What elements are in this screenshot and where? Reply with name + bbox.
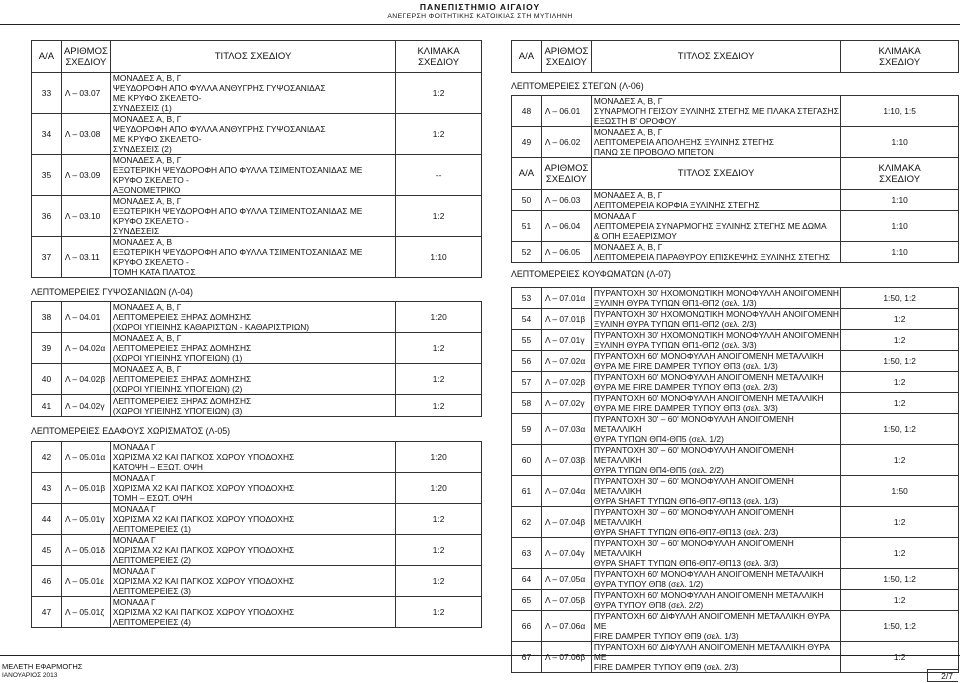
row-index: 44 — [32, 504, 62, 535]
table-row — [32, 114, 482, 155]
table-row — [32, 395, 482, 417]
drawing-number: Λ – 07.04γ — [541, 538, 591, 569]
row-index: 34 — [32, 114, 62, 155]
row-index: 61 — [512, 476, 542, 507]
table-row — [512, 242, 959, 263]
table-row — [32, 237, 482, 278]
table-row — [512, 127, 959, 158]
table-row — [32, 535, 482, 566]
drawing-scale: 1:20 — [396, 473, 482, 504]
drawing-title: ΜΟΝΑΔΕΣ Α, Β, Γ ΛΕΠΤΟΜΕΡΕΙΕΣ ΞΗΡΑΣ ΔΟΜΗΣΗΣ (ΧΩΡΟΙ ΥΓΙΕΙΝΗΣ ΚΑΘΑΡΙΣΤΩΝ - ΚΑΘΑΡΙΣΤΡΙΩΝ) — [110, 302, 395, 333]
row-index: 50 — [512, 190, 542, 211]
table-row — [512, 211, 959, 242]
drawing-title: ΠΥΡΑΝΤΟΧΗ 30' – 60' ΜΟΝΟΦΥΛΛΗ ΑΝΟΙΓΟΜΕΝΗ ΜΕΤΑΛΛΙΚΗ ΘΥΡΑ SHAFT ΤΥΠΩΝ ΘΠ6-ΘΠ7-ΘΠ13 (σελ. 3/3) — [591, 538, 840, 569]
row-index: 57 — [512, 372, 542, 393]
row-index: 33 — [32, 73, 62, 114]
drawing-scale: 1:2 — [396, 333, 482, 364]
row-index: 41 — [32, 395, 62, 417]
row-index: 67 — [512, 642, 542, 673]
drawing-number: Λ – 05.01γ — [61, 504, 110, 535]
drawing-title: ΜΟΝΑΔΕΣ Α, Β, Γ ΛΕΠΤΟΜΕΡΕΙΕΣ ΞΗΡΑΣ ΔΟΜΗΣΗΣ (ΧΩΡΟΙ ΥΓΙΕΙΝΗΣ ΥΠΟΓΕΙΩΝ) (2) — [110, 364, 395, 395]
table-row — [512, 288, 959, 309]
drawing-scale: 1:10 — [841, 242, 959, 263]
drawing-number: Λ – 05.01δ — [61, 535, 110, 566]
table-row — [512, 190, 959, 211]
drawing-number: Λ – 03.08 — [61, 114, 110, 155]
drawing-number: Λ – 05.01α — [61, 442, 110, 473]
drawing-title: ΠΥΡΑΝΤΟΧΗ 30' ΗΧΟΜΟΝΩΤΙΚΗ ΜΟΝΟΦΥΛΛΗ ΑΝΟΙΓΟΜΕΝΗ ΞΥΛΙΝΗ ΘΥΡΑ ΤΥΠΩΝ ΘΠ1-ΘΠ2 (σελ. 1/3) — [591, 288, 840, 309]
table-row — [512, 590, 959, 611]
col-header-title: ΤΙΤΛΟΣ ΣΧΕΔΙΟΥ — [110, 41, 395, 73]
drawing-number: Λ – 05.01ζ — [61, 597, 110, 628]
drawing-scale: 1:2 — [396, 364, 482, 395]
row-index: 42 — [32, 442, 62, 473]
table-row — [512, 96, 959, 127]
drawing-number: Λ – 04.01 — [61, 302, 110, 333]
drawing-title: ΠΥΡΑΝΤΟΧΗ 60' ΜΟΝΟΦΥΛΛΗ ΑΝΟΙΓΟΜΕΝΗ ΜΕΤΑΛΛΙΚΗ ΘΥΡΑ ΤΥΠΟΥ ΘΠ8 (σελ. 1/2) — [591, 569, 840, 590]
drawing-number: Λ – 05.01ε — [61, 566, 110, 597]
drawing-number: Λ – 06.01 — [541, 96, 591, 127]
drawing-number: Λ – 07.01α — [541, 288, 591, 309]
drawing-number: Λ – 07.01β — [541, 309, 591, 330]
col-header-title: ΤΙΤΛΟΣ ΣΧΕΔΙΟΥ — [591, 158, 840, 190]
drawing-scale: 1:2 — [396, 196, 482, 237]
right-table-head — [511, 40, 959, 73]
row-index: 36 — [32, 196, 62, 237]
drawing-scale: 1:10 — [841, 211, 959, 242]
drawing-scale: 1:2 — [396, 535, 482, 566]
row-index: 35 — [32, 155, 62, 196]
col-header-scale: ΚΛΙΜΑΚΑ ΣΧΕΔΙΟΥ — [396, 41, 482, 73]
drawing-title: ΜΟΝΑΔΕΣ Α, Β, Γ ΕΞΩΤΕΡΙΚΗ ΨΕΥΔΟΡΟΦΗ ΑΠΟ ΦΥΛΛΑ ΤΣΙΜΕΝΤΟΣΑΝΙΔΑΣ ΜΕ ΚΡΥΦΟ ΣΚΕΛΕΤΟ - ΑΞΟΝΟΜΕΤΡΙΚΟ — [110, 155, 395, 196]
table-row — [32, 473, 482, 504]
row-index: 49 — [512, 127, 542, 158]
drawing-scale: 1:2 — [396, 566, 482, 597]
drawing-number: Λ – 07.04α — [541, 476, 591, 507]
drawing-title: ΜΟΝΑΔΑ Γ ΧΩΡΙΣΜΑ Χ2 ΚΑΙ ΠΑΓΚΟΣ ΧΩΡΟΥ ΥΠΟΔΟΧΗΣ ΚΑΤΟΨΗ – ΕΞΩΤ. ΟΨΗ — [110, 442, 395, 473]
table-row — [512, 309, 959, 330]
drawing-scale: 1:2 — [841, 507, 959, 538]
row-index: 54 — [512, 309, 542, 330]
table-row — [512, 445, 959, 476]
row-index: 37 — [32, 237, 62, 278]
col-header-scale: ΚΛΙΜΑΚΑ ΣΧΕΔΙΟΥ — [841, 158, 959, 190]
section-heading-floor: ΛΕΠΤΟΜΕΡΕΙΕΣ ΕΔΑΦΟΥΣ ΧΩΡΙΣΜΑΤΟΣ (Λ-05) — [31, 426, 231, 436]
table-row — [512, 372, 959, 393]
table-row — [32, 155, 482, 196]
row-index: 46 — [32, 566, 62, 597]
drawing-number: Λ – 06.04 — [541, 211, 591, 242]
drawing-title: ΠΥΡΑΝΤΟΧΗ 60' ΔΙΦΥΛΛΗ ΑΝΟΙΓΟΜΕΝΗ ΜΕΤΑΛΛΙΚΗ ΘΥΡΑ ΜΕ FIRE DAMPER ΤΥΠΟΥ ΘΠ9 (σελ. 1/3) — [591, 611, 840, 642]
drawing-scale: 1:50, 1:2 — [841, 351, 959, 372]
document-footer — [2, 662, 82, 680]
row-index: 59 — [512, 414, 542, 445]
row-index: 62 — [512, 507, 542, 538]
drawing-title: ΜΟΝΑΔΑ Γ ΧΩΡΙΣΜΑ Χ2 ΚΑΙ ΠΑΓΚΟΣ ΧΩΡΟΥ ΥΠΟΔΟΧΗΣ ΛΕΠΤΟΜΕΡΕΙΕΣ (1) — [110, 504, 395, 535]
drawing-scale: 1:2 — [396, 395, 482, 417]
table-row — [32, 597, 482, 628]
drawing-title: ΜΟΝΑΔΕΣ Α, Β, Γ ΨΕΥΔΟΡΟΦΗ ΑΠΟ ΦΥΛΛΑ ΑΝΘΥΓΡΗΣ ΓΥΨΟΣΑΝΙΔΑΣ ΜΕ ΚΡΥΦΟ ΣΚΕΛΕΤΟ- ΣΥΝΔΕΣΕΙΣ (2) — [110, 114, 395, 155]
row-index: 65 — [512, 590, 542, 611]
table-row — [32, 566, 482, 597]
table-row — [512, 642, 959, 673]
row-index: 45 — [32, 535, 62, 566]
left-column — [31, 40, 482, 628]
table-row — [512, 569, 959, 590]
drawing-number: Λ – 07.05β — [541, 590, 591, 611]
left-table-b — [31, 301, 482, 417]
col-header-number: ΑΡΙΘΜΟΣ ΣΧΕΔΙΟΥ — [61, 41, 110, 73]
row-index: 56 — [512, 351, 542, 372]
drawing-number: Λ – 07.03α — [541, 414, 591, 445]
drawing-scale: 1:2 — [396, 114, 482, 155]
table-row — [32, 73, 482, 114]
table-row — [512, 414, 959, 445]
right-column — [511, 40, 959, 673]
drawing-number: Λ – 03.07 — [61, 73, 110, 114]
drawing-title: ΜΟΝΑΔΑ Γ ΧΩΡΙΣΜΑ Χ2 ΚΑΙ ΠΑΓΚΟΣ ΧΩΡΟΥ ΥΠΟΔΟΧΗΣ ΛΕΠΤΟΜΕΡΕΙΕΣ (2) — [110, 535, 395, 566]
drawing-scale: 1:2 — [841, 330, 959, 351]
row-index: 43 — [32, 473, 62, 504]
drawing-title: ΜΟΝΑΔΑ Γ ΧΩΡΙΣΜΑ Χ2 ΚΑΙ ΠΑΓΚΟΣ ΧΩΡΟΥ ΥΠΟΔΟΧΗΣ ΛΕΠΤΟΜΕΡΕΙΕΣ (4) — [110, 597, 395, 628]
drawing-scale: 1:50 — [841, 476, 959, 507]
drawing-title: ΠΥΡΑΝΤΟΧΗ 60' ΜΟΝΟΦΥΛΛΗ ΑΝΟΙΓΟΜΕΝΗ ΜΕΤΑΛΛΙΚΗ ΘΥΡΑ ΜΕ FIRE DAMPER ΤΥΠΟΥ ΘΠ3 (σελ. 3/3) — [591, 393, 840, 414]
row-index: 60 — [512, 445, 542, 476]
col-header-aa: Α/Α — [32, 41, 62, 73]
row-index: 63 — [512, 538, 542, 569]
drawing-number: Λ – 06.02 — [541, 127, 591, 158]
drawing-title: ΠΥΡΑΝΤΟΧΗ 30' – 60' ΜΟΝΟΦΥΛΛΗ ΑΝΟΙΓΟΜΕΝΗ ΜΕΤΑΛΛΙΚΗ ΘΥΡΑ SHAFT ΤΥΠΩΝ ΘΠ6-ΘΠ7-ΘΠ13 (σελ. 2/3) — [591, 507, 840, 538]
left-table-a — [31, 40, 482, 278]
drawing-title: ΠΥΡΑΝΤΟΧΗ 60' ΔΙΦΥΛΛΗ ΑΝΟΙΓΟΜΕΝΗ ΜΕΤΑΛΛΙΚΗ ΘΥΡΑ ΜΕ FIRE DAMPER ΤΥΠΟΥ ΘΠ9 (σελ. 2/3) — [591, 642, 840, 673]
col-header-number: ΑΡΙΘΜΟΣ ΣΧΕΔΙΟΥ — [541, 158, 591, 190]
document-header — [0, 2, 960, 22]
left-table-c — [31, 441, 482, 628]
drawing-scale: 1:50, 1:2 — [841, 414, 959, 445]
table-row — [512, 507, 959, 538]
drawing-number: Λ – 04.02β — [61, 364, 110, 395]
page-number: 2/7 — [941, 671, 953, 681]
table-row — [512, 538, 959, 569]
drawing-title: ΜΟΝΑΔΕΣ Α, Β, Γ ΣΥΝΑΡΜΟΓΗ ΓΕΙΣΟΥ ΞΥΛΙΝΗΣ ΣΤΕΓΗΣ ΜΕ ΠΛΑΚΑ ΣΤΕΓΑΣΗΣ ΕΞΩΣΤΗ Β' ΟΡΟΦΟΥ — [591, 96, 840, 127]
drawing-number: Λ – 07.05α — [541, 569, 591, 590]
row-index: 52 — [512, 242, 542, 263]
section-heading-gypsum: ΛΕΠΤΟΜΕΡΕΙΕΣ ΓΥΨΟΣΑΝΙΔΩΝ (Λ-04) — [31, 287, 193, 297]
table-row — [512, 476, 959, 507]
drawing-scale: 1:50, 1:2 — [841, 569, 959, 590]
table-row — [32, 333, 482, 364]
drawing-title: ΜΟΝΑΔΕΣ Α, Β, Γ ΨΕΥΔΟΡΟΦΗ ΑΠΟ ΦΥΛΛΑ ΑΝΘΥΓΡΗΣ ΓΥΨΟΣΑΝΙΔΑΣ ΜΕ ΚΡΥΦΟ ΣΚΕΛΕΤΟ- ΣΥΝΔΕΣΕΙΣ (1) — [110, 73, 395, 114]
drawing-title: ΠΥΡΑΝΤΟΧΗ 30' ΗΧΟΜΟΝΩΤΙΚΗ ΜΟΝΟΦΥΛΛΗ ΑΝΟΙΓΟΜΕΝΗ ΞΥΛΙΝΗ ΘΥΡΑ ΤΥΠΩΝ ΘΠ1-ΘΠ2 (σελ. 2/3) — [591, 309, 840, 330]
drawing-scale: 1:10 — [396, 237, 482, 278]
col-header-aa: Α/Α — [512, 41, 542, 73]
drawing-title: ΜΟΝΑΔΕΣ Α, Β, Γ ΛΕΠΤΟΜΕΡΕΙΕΣ ΞΗΡΑΣ ΔΟΜΗΣΗΣ (ΧΩΡΟΙ ΥΓΙΕΙΝΗΣ ΥΠΟΓΕΙΩΝ) (1) — [110, 333, 395, 364]
right-table-a — [511, 95, 959, 263]
drawing-number: Λ – 05.01β — [61, 473, 110, 504]
drawing-scale: 1:2 — [841, 538, 959, 569]
drawing-title: ΜΟΝΑΔΑ Γ ΧΩΡΙΣΜΑ Χ2 ΚΑΙ ΠΑΓΚΟΣ ΧΩΡΟΥ ΥΠΟΔΟΧΗΣ ΤΟΜΗ – ΕΣΩΤ. ΟΨΗ — [110, 473, 395, 504]
drawing-number: Λ – 04.02α — [61, 333, 110, 364]
drawing-title: ΠΥΡΑΝΤΟΧΗ 30' – 60' ΜΟΝΟΦΥΛΛΗ ΑΝΟΙΓΟΜΕΝΗ ΜΕΤΑΛΛΙΚΗ ΘΥΡΑ ΤΥΠΩΝ ΘΠ4-ΘΠ5 (σελ. 2/2) — [591, 445, 840, 476]
table-row — [32, 196, 482, 237]
drawing-title: ΠΥΡΑΝΤΟΧΗ 60' ΜΟΝΟΦΥΛΛΗ ΑΝΟΙΓΟΜΕΝΗ ΜΕΤΑΛΛΙΚΗ ΘΥΡΑ ΜΕ FIRE DAMPER ΤΥΠΟΥ ΘΠ3 (σελ. 2/3) — [591, 372, 840, 393]
drawing-scale: 1:2 — [841, 642, 959, 673]
footer-rule — [0, 655, 960, 656]
drawing-number: Λ – 07.06α — [541, 611, 591, 642]
drawing-scale: 1:2 — [396, 597, 482, 628]
drawing-scale: 1:50, 1:2 — [841, 288, 959, 309]
drawing-scale: 1:2 — [396, 504, 482, 535]
drawing-title: ΠΥΡΑΝΤΟΧΗ 60' ΜΟΝΟΦΥΛΛΗ ΑΝΟΙΓΟΜΕΝΗ ΜΕΤΑΛΛΙΚΗ ΘΥΡΑ ΜΕ FIRE DAMPER ΤΥΠΟΥ ΘΠ3 (σελ. 1/3) — [591, 351, 840, 372]
drawing-number: Λ – 07.01γ — [541, 330, 591, 351]
drawing-scale: 1:2 — [841, 590, 959, 611]
col-header-aa: Α/Α — [512, 158, 542, 190]
drawing-number: Λ – 03.10 — [61, 196, 110, 237]
row-index: 39 — [32, 333, 62, 364]
study-label: ΜΕΛΕΤΗ ΕΦΑΡΜΟΓΗΣ — [2, 662, 83, 671]
date-label: ΙΑΝΟΥΑΡΙΟΣ 2013 — [2, 672, 58, 679]
drawing-number: Λ – 06.03 — [541, 190, 591, 211]
drawing-title: ΜΟΝΑΔΕΣ Α, Β ΕΞΩΤΕΡΙΚΗ ΨΕΥΔΟΡΟΦΗ ΑΠΟ ΦΥΛΛΑ ΤΣΙΜΕΝΤΟΣΑΝΙΔΑΣ ΜΕ ΚΡΥΦΟ ΣΚΕΛΕΤΟ - ΤΟΜΗ ΚΑΤΑ ΠΛΑΤΟΣ — [110, 237, 395, 278]
drawing-scale: 1:2 — [841, 445, 959, 476]
table-row — [512, 393, 959, 414]
drawing-scale: 1:2 — [841, 309, 959, 330]
drawing-title: ΠΥΡΑΝΤΟΧΗ 30' ΗΧΟΜΟΝΩΤΙΚΗ ΜΟΝΟΦΥΛΛΗ ΑΝΟΙΓΟΜΕΝΗ ΞΥΛΙΝΗ ΘΥΡΑ ΤΥΠΩΝ ΘΠ1-ΘΠ2 (σελ. 3/3) — [591, 330, 840, 351]
row-index: 38 — [32, 302, 62, 333]
drawing-number: Λ – 07.02β — [541, 372, 591, 393]
project-name: ΑΝΕΓΕΡΣΗ ΦΟΙΤΗΤΙΚΗΣ ΚΑΤΟΙΚΙΑΣ ΣΤΗ ΜΥΤΙΛΗΝΗ — [387, 13, 573, 20]
drawing-scale: -- — [396, 155, 482, 196]
drawing-scale: 1:10 — [841, 190, 959, 211]
row-index: 48 — [512, 96, 542, 127]
drawing-scale: 1:2 — [841, 393, 959, 414]
drawing-number: Λ – 03.09 — [61, 155, 110, 196]
drawing-title: ΠΥΡΑΝΤΟΧΗ 60' ΜΟΝΟΦΥΛΛΗ ΑΝΟΙΓΟΜΕΝΗ ΜΕΤΑΛΛΙΚΗ ΘΥΡΑ ΤΥΠΟΥ ΘΠ8 (σελ. 2/2) — [591, 590, 840, 611]
drawing-scale: 1:2 — [396, 73, 482, 114]
row-index: 47 — [32, 597, 62, 628]
drawing-title: ΜΟΝΑΔΕΣ Α, Β, Γ ΛΕΠΤΟΜΕΡΕΙΑ ΠΑΡΑΘΥΡΟΥ ΕΠΙΣΚΕΨΗΣ ΞΥΛΙΝΗΣ ΣΤΕΓΗΣ — [591, 242, 840, 263]
drawing-scale: 1:20 — [396, 442, 482, 473]
drawing-number: Λ – 07.04β — [541, 507, 591, 538]
drawing-title: ΜΟΝΑΔΑ Γ ΧΩΡΙΣΜΑ Χ2 ΚΑΙ ΠΑΓΚΟΣ ΧΩΡΟΥ ΥΠΟΔΟΧΗΣ ΛΕΠΤΟΜΕΡΕΙΕΣ (3) — [110, 566, 395, 597]
drawing-scale: 1:50, 1:2 — [841, 611, 959, 642]
header-rule — [0, 24, 960, 25]
row-index: 66 — [512, 611, 542, 642]
col-header-number: ΑΡΙΘΜΟΣ ΣΧΕΔΙΟΥ — [541, 41, 591, 73]
drawing-number: Λ – 07.02γ — [541, 393, 591, 414]
drawing-number: Λ – 06.05 — [541, 242, 591, 263]
row-index: 40 — [32, 364, 62, 395]
table-row — [512, 330, 959, 351]
drawing-scale: 1:20 — [396, 302, 482, 333]
section-heading-roofs: ΛΕΠΤΟΜΕΡΕΙΕΣ ΣΤΕΓΩΝ (Λ-06) — [511, 81, 644, 91]
table-row — [512, 351, 959, 372]
row-index: 64 — [512, 569, 542, 590]
drawing-title: ΜΟΝΑΔΕΣ Α, Β, Γ ΛΕΠΤΟΜΕΡΕΙΑ ΚΟΡΦΙΑ ΞΥΛΙΝΗΣ ΣΤΕΓΗΣ — [591, 190, 840, 211]
university-name: ΠΑΝΕΠΙΣΤΗΜΙΟ ΑΙΓΑΙΟΥ — [419, 2, 541, 12]
section-heading-frames: ΛΕΠΤΟΜΕΡΕΙΕΣ ΚΟΥΦΩΜΑΤΩΝ (Λ-07) — [511, 269, 671, 279]
drawing-title: ΠΥΡΑΝΤΟΧΗ 30' – 60' ΜΟΝΟΦΥΛΛΗ ΑΝΟΙΓΟΜΕΝΗ ΜΕΤΑΛΛΙΚΗ ΘΥΡΑ ΤΥΠΩΝ ΘΠ4-ΘΠ5 (σελ. 1/2) — [591, 414, 840, 445]
table-row — [512, 611, 959, 642]
drawing-scale: 1:10 — [841, 127, 959, 158]
table-row — [32, 302, 482, 333]
right-table-c — [511, 287, 959, 673]
col-header-scale: ΚΛΙΜΑΚΑ ΣΧΕΔΙΟΥ — [841, 41, 959, 73]
table-row — [32, 364, 482, 395]
drawing-number: Λ – 07.06β — [541, 642, 591, 673]
drawing-title: ΛΕΠΤΟΜΕΡΕΙΕΣ ΞΗΡΑΣ ΔΟΜΗΣΗΣ (ΧΩΡΟΙ ΥΓΙΕΙΝΗΣ ΥΠΟΓΕΙΩΝ) (3) — [110, 395, 395, 417]
row-index: 58 — [512, 393, 542, 414]
drawing-title: ΜΟΝΑΔΑ Γ ΛΕΠΤΟΜΕΡΕΙΑ ΣΥΝΑΡΜΟΓΗΣ ΞΥΛΙΝΗΣ ΣΤΕΓΗΣ ΜΕ ΔΩΜΑ & ΟΠΗ ΕΞΑΕΡΙΣΜΟΥ — [591, 211, 840, 242]
drawing-scale: 1:2 — [841, 372, 959, 393]
drawing-number: Λ – 07.02α — [541, 351, 591, 372]
table-row — [32, 504, 482, 535]
drawing-scale: 1:10, 1:5 — [841, 96, 959, 127]
row-index: 53 — [512, 288, 542, 309]
drawing-number: Λ – 07.03β — [541, 445, 591, 476]
table-row — [32, 442, 482, 473]
col-header-title: ΤΙΤΛΟΣ ΣΧΕΔΙΟΥ — [591, 41, 840, 73]
drawing-number: Λ – 04.02γ — [61, 395, 110, 417]
drawing-title: ΜΟΝΑΔΕΣ Α, Β, Γ ΛΕΠΤΟΜΕΡΕΙΑ ΑΠΟΛΗΞΗΣ ΞΥΛΙΝΗΣ ΣΤΕΓΗΣ ΠΑΝΩ ΣΕ ΠΡΟΒΟΛΟ ΜΠΕΤΟΝ — [591, 127, 840, 158]
row-index: 51 — [512, 211, 542, 242]
drawing-title: ΜΟΝΑΔΕΣ Α, Β, Γ ΕΞΩΤΕΡΙΚΗ ΨΕΥΔΟΡΟΦΗ ΑΠΟ ΦΥΛΛΑ ΤΣΙΜΕΝΤΟΣΑΝΙΔΑΣ ΜΕ ΚΡΥΦΟ ΣΚΕΛΕΤΟ - ΣΥΝΔΕΣΕΙΣ — [110, 196, 395, 237]
drawing-title: ΠΥΡΑΝΤΟΧΗ 30' – 60' ΜΟΝΟΦΥΛΛΗ ΑΝΟΙΓΟΜΕΝΗ ΜΕΤΑΛΛΙΚΗ ΘΥΡΑ SHAFT ΤΥΠΩΝ ΘΠ6-ΘΠ7-ΘΠ13 (σελ. 1/3) — [591, 476, 840, 507]
row-index: 55 — [512, 330, 542, 351]
drawing-number: Λ – 03.11 — [61, 237, 110, 278]
